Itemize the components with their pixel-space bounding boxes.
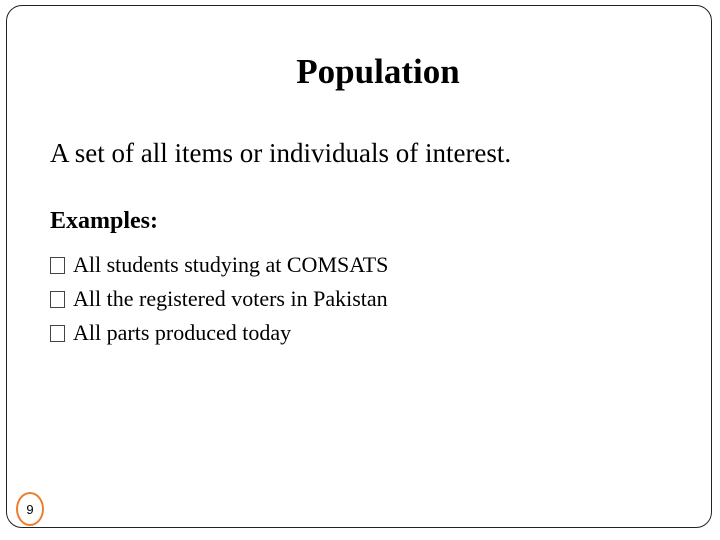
list-item-text: All students studying at COMSATS	[73, 252, 389, 277]
list-item	[50, 248, 388, 282]
list-item-text: All the registered voters in Pakistan	[73, 286, 388, 311]
square-bullet-icon	[50, 325, 65, 342]
list-item	[50, 316, 388, 350]
examples-heading: Examples:	[50, 208, 158, 234]
square-bullet-icon	[50, 291, 65, 308]
examples-list	[50, 248, 388, 350]
slide-title: Population	[296, 52, 460, 91]
list-item-text: All parts produced today	[73, 320, 292, 345]
list-item	[50, 282, 388, 316]
definition-text: A set of all items or individuals of interest.	[50, 138, 512, 168]
page-number-badge: 9	[16, 492, 44, 526]
square-bullet-icon	[50, 257, 65, 274]
